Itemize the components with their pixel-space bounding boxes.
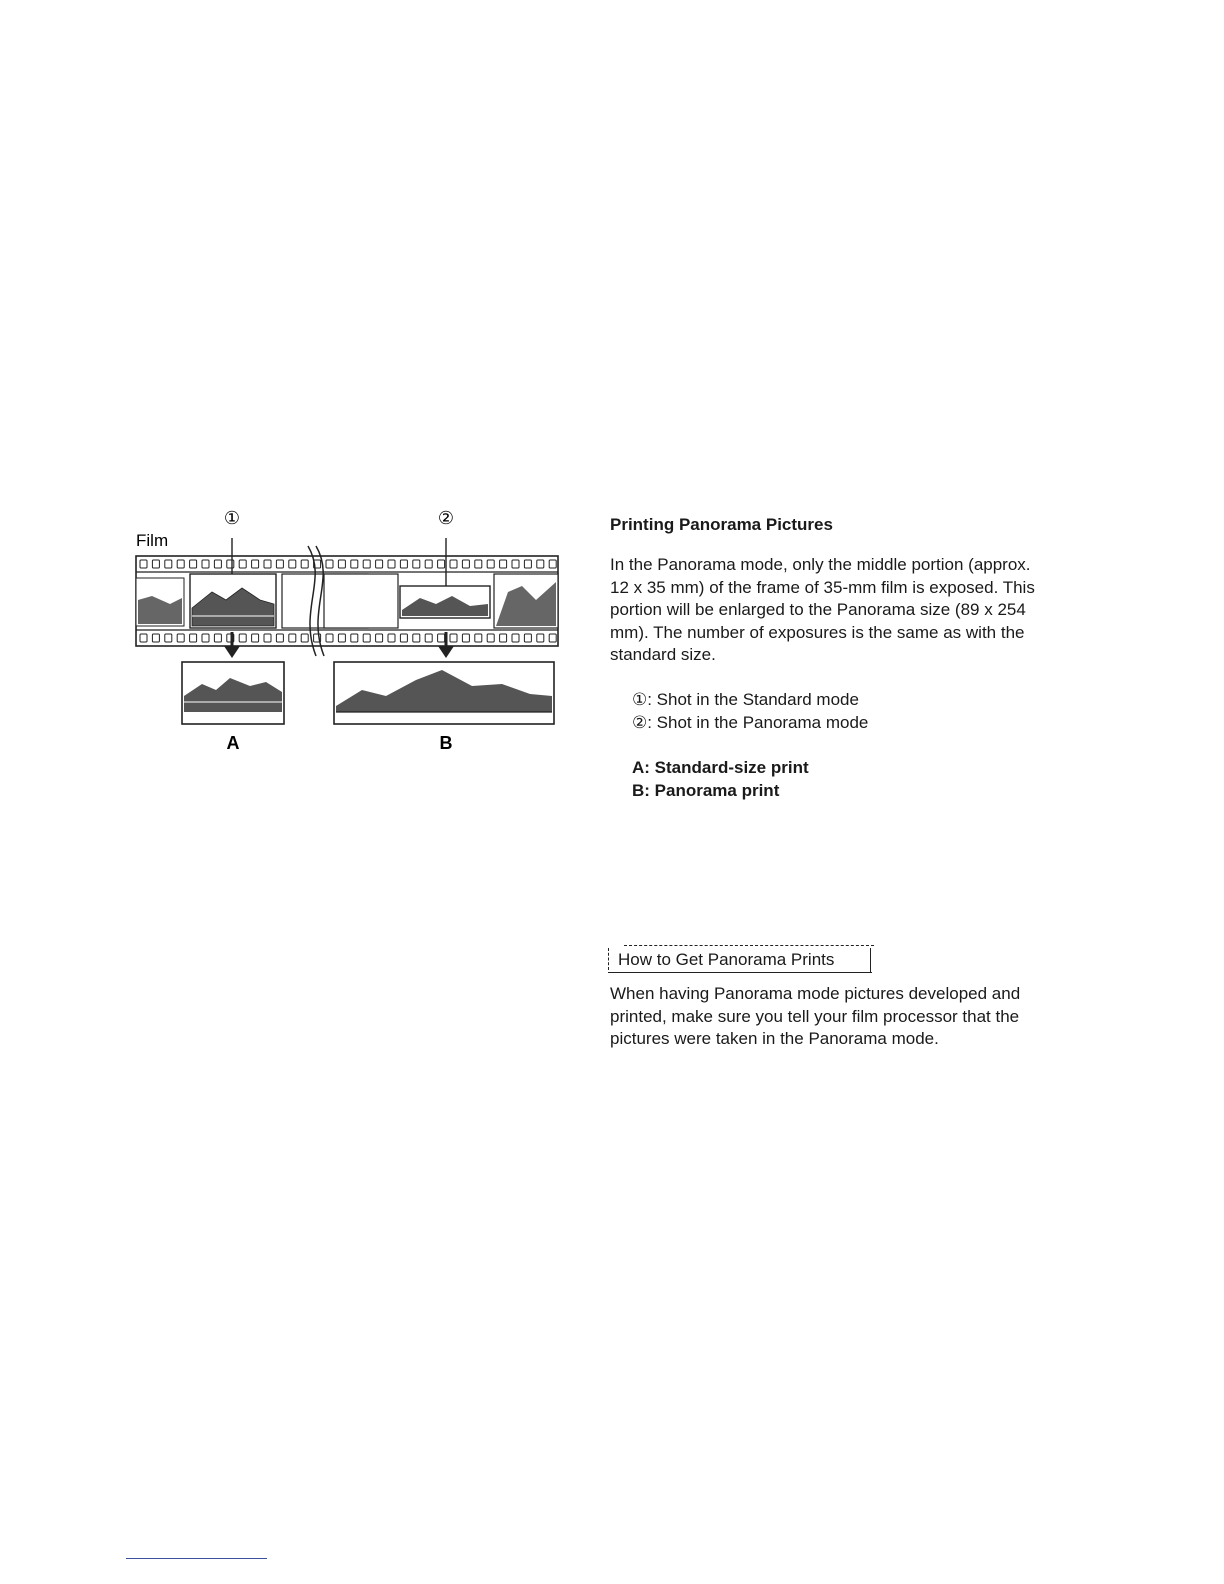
sprocket-hole	[425, 634, 432, 642]
sprocket-hole	[500, 560, 507, 568]
film-strip-illustration	[130, 500, 570, 760]
sprocket-hole	[376, 634, 383, 642]
sprocket-hole	[363, 634, 370, 642]
box-title	[608, 945, 872, 973]
sprocket-hole	[239, 634, 246, 642]
sprocket-hole	[512, 634, 519, 642]
sprocket-hole	[338, 560, 345, 568]
sprocket-hole	[289, 634, 296, 642]
sprocket-hole	[425, 560, 432, 568]
print-legend-item: B: Panorama print	[632, 781, 780, 800]
sprocket-hole	[363, 560, 370, 568]
sprocket-hole	[462, 634, 469, 642]
sprocket-hole	[400, 560, 407, 568]
sprocket-hole	[264, 560, 271, 568]
sprocket-hole	[413, 560, 420, 568]
film-label: Film	[136, 531, 169, 550]
intro-paragraph: In the Panorama mode, only the middle portion (approx. 12 x 35 mm) of the frame of 35-mm film is exposed. This portion will be enlarged to the Panorama size (89 x 254 mm). The number of exposures is the same as with the standard size.	[610, 555, 1035, 664]
sprocket-hole	[462, 560, 469, 568]
sprocket-hole	[537, 634, 544, 642]
sprocket-hole	[388, 560, 395, 568]
sprocket-hole	[438, 634, 445, 642]
sprocket-hole	[190, 560, 197, 568]
sprocket-hole	[388, 634, 395, 642]
legend-item: ②: Shot in the Panorama mode	[632, 713, 869, 732]
sprocket-hole	[524, 560, 531, 568]
sprocket-hole	[252, 634, 259, 642]
footer-rule	[126, 1558, 267, 1559]
sprocket-hole	[487, 634, 494, 642]
sprocket-hole	[487, 560, 494, 568]
section-heading: Printing Panorama Pictures	[610, 515, 833, 534]
sprocket-hole	[450, 634, 457, 642]
sprocket-hole	[140, 560, 147, 568]
sprocket-hole	[239, 560, 246, 568]
sprocket-hole	[351, 634, 358, 642]
sprocket-hole	[177, 634, 184, 642]
marker-1-label: ①	[223, 508, 241, 528]
sprocket-hole	[524, 634, 531, 642]
print-legend-item: A: Standard-size print	[632, 758, 809, 777]
sprocket-hole	[227, 560, 234, 568]
film-frame-empty-2	[324, 574, 398, 628]
box-paragraph: When having Panorama mode pictures developed and printed, make sure you tell your film processor that the pictures were taken in the Panorama mode.	[610, 984, 1021, 1048]
marker-2-label: ②	[437, 508, 455, 528]
print-b-label: B	[439, 733, 453, 753]
sprocket-hole	[400, 634, 407, 642]
sprocket-hole	[301, 634, 308, 642]
box-title-text: How to Get Panorama Prints	[618, 950, 835, 969]
sprocket-hole	[413, 634, 420, 642]
sprocket-hole	[190, 634, 197, 642]
sprocket-hole	[165, 560, 172, 568]
legend-item: ①: Shot in the Standard mode	[632, 690, 859, 709]
sprocket-hole	[475, 634, 482, 642]
sprocket-hole	[438, 560, 445, 568]
sprocket-hole	[549, 560, 556, 568]
print-a-label: A	[226, 733, 240, 753]
sprocket-hole	[351, 560, 358, 568]
sprocket-hole	[177, 560, 184, 568]
sprocket-hole	[152, 634, 159, 642]
sprocket-hole	[165, 634, 172, 642]
sprocket-hole	[326, 634, 333, 642]
sprocket-hole	[500, 634, 507, 642]
sprocket-hole	[289, 560, 296, 568]
mode-legend	[632, 688, 868, 734]
sprocket-hole	[301, 560, 308, 568]
sprocket-hole	[376, 560, 383, 568]
sprocket-hole	[214, 634, 221, 642]
sprocket-hole	[140, 634, 147, 642]
sprocket-hole	[202, 560, 209, 568]
sprocket-hole	[152, 560, 159, 568]
sprocket-hole	[338, 634, 345, 642]
sprocket-hole	[512, 560, 519, 568]
sprocket-hole	[214, 560, 221, 568]
sprocket-hole	[537, 560, 544, 568]
sprocket-hole	[326, 560, 333, 568]
sprocket-hole	[264, 634, 271, 642]
sprocket-hole	[202, 634, 209, 642]
sprocket-hole	[252, 560, 259, 568]
print-legend	[632, 756, 809, 802]
sprocket-hole	[276, 560, 283, 568]
sprocket-hole	[450, 560, 457, 568]
sprocket-hole	[475, 560, 482, 568]
sprocket-hole	[276, 634, 283, 642]
sprocket-hole	[549, 634, 556, 642]
film-diagram	[130, 500, 570, 760]
